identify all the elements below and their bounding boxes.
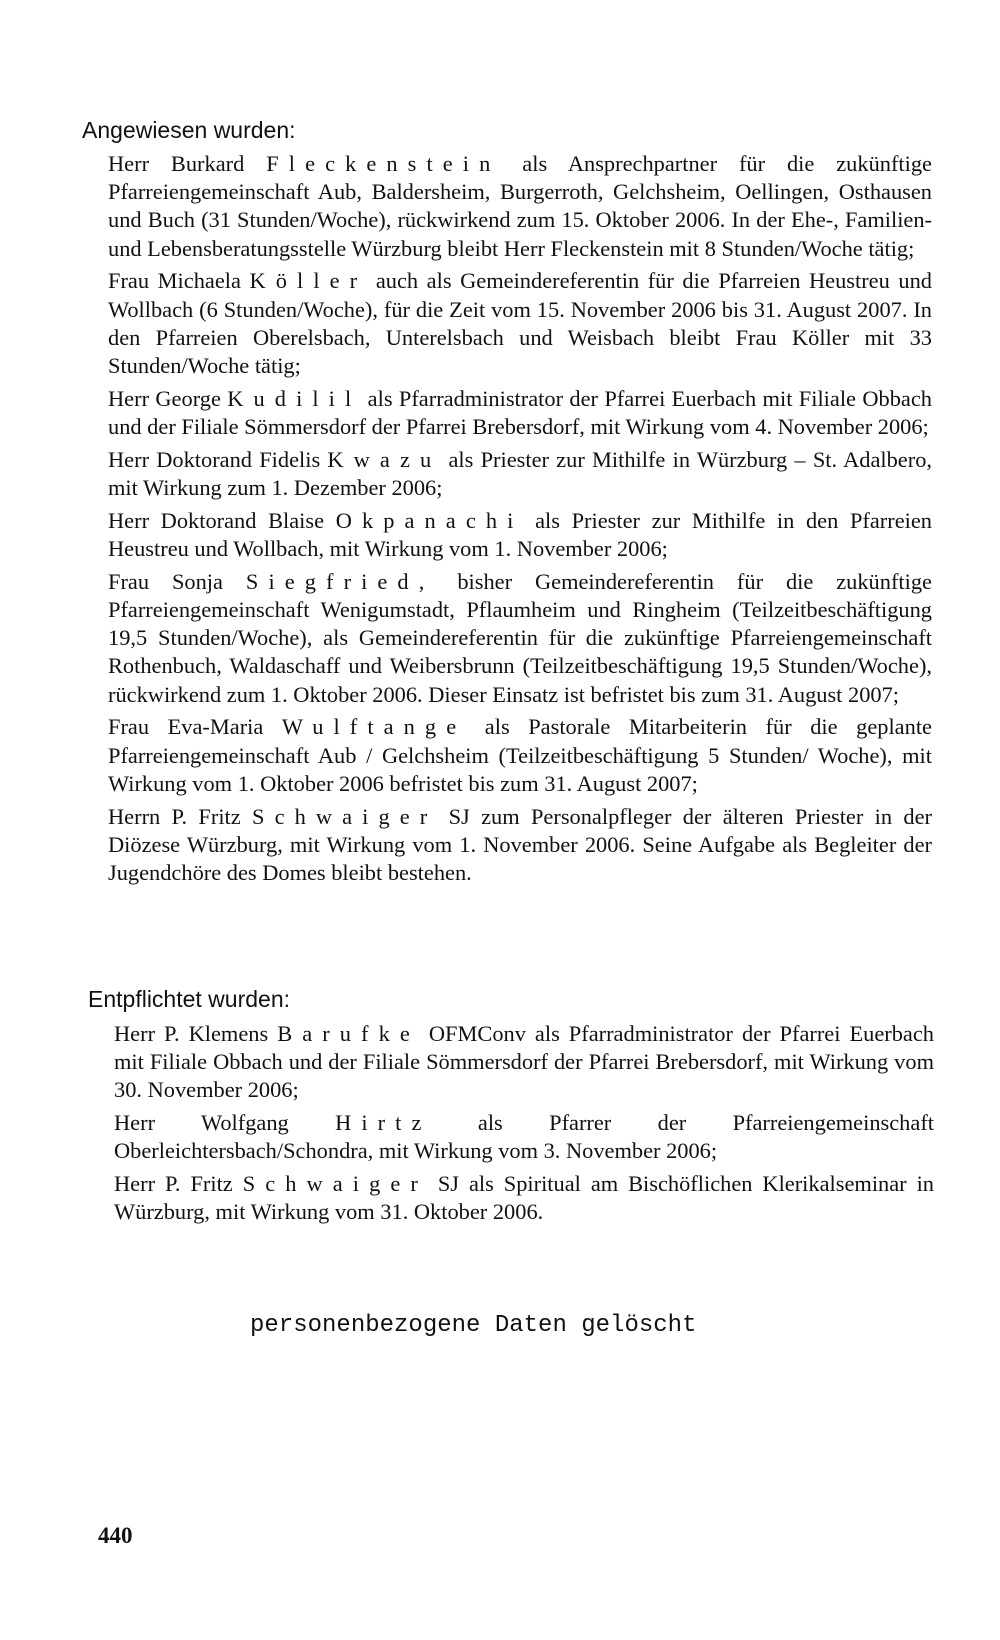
section-heading-angewiesen: Angewiesen wurden: bbox=[82, 117, 296, 143]
entry-prefix: Herr Wolfgang bbox=[114, 1110, 289, 1136]
appointment-entry bbox=[108, 803, 932, 888]
entry-text: als Priester zur Mithilfe in den Pfarreien Heustreu und Wollbach, mit Wirkung vom 1. November 2006; bbox=[108, 507, 932, 562]
entry-person-name: Kudilil bbox=[227, 385, 362, 411]
entry-text: SJ zum Personalpfleger der älteren Priester in der Diözese Würzburg, mit Wirkung vom 1. November 2006. Seine Aufgabe als Begleiter der Jugendchöre des Domes bleibt bestehen. bbox=[108, 803, 932, 886]
entry-prefix: Herrn P. Fritz bbox=[108, 803, 241, 829]
entry-text: auch als Gemeindereferentin für die Pfarreien Heustreu und Wollbach (6 Stunden/Woche), für die Zeit vom 15. November 2006 bis 31. August 2007. In den Pfarreien Oberelsbach, Unterelsbach und Weisbach bleibt Frau Köller mit 33 Stunden/Woche tätig; bbox=[108, 268, 932, 379]
appointment-entry bbox=[108, 568, 932, 709]
entry-person-name: Schwaiger bbox=[242, 1171, 428, 1197]
entry-text: als Pastorale Mitarbeiterin für die geplante Pfarreiengemeinschaft Aub / Gelchsheim (Teilzeitbeschäftigung 5 Stunden/ Woche), mit Wirkung vom 1. Oktober 2006 befristet bis zum 31. August 2007; bbox=[108, 714, 932, 796]
entry-prefix: Herr Doktorand Blaise bbox=[108, 507, 325, 533]
entry-text: bisher Gemeindereferentin für die zukünftige Pfarreiengemeinschaft Wenigumstadt, Pflaumheim und Ringheim (Teilzeitbeschäftigung 19,5 Stunden/Woche), als Gemeindereferentin für die zukünftige Pfarreiengemeinschaft Rothenbuch, Waldaschaff und Weibersbrunn (Teilzeitbeschäftigung 19,5 Stunden/Woche), rückwirkend zum 1. Oktober 2006. Dieser Einsatz ist befristet bis zum 31. August 2007; bbox=[108, 568, 932, 707]
appointment-entry bbox=[108, 385, 932, 441]
entry-person-name: Köller bbox=[249, 268, 368, 294]
appointment-entry bbox=[108, 150, 932, 263]
redaction-note: personenbezogene Daten gelöscht bbox=[250, 1312, 697, 1339]
entry-prefix: Frau Sonja bbox=[108, 568, 223, 594]
appointment-list bbox=[108, 150, 932, 892]
release-entry bbox=[114, 1170, 934, 1226]
appointment-entry bbox=[108, 446, 932, 502]
appointment-entry bbox=[108, 507, 932, 563]
entry-text: SJ als Spiritual am Bischöflichen Klerikalseminar in Würzburg, mit Wirkung vom 31. Oktober 2006. bbox=[114, 1171, 934, 1225]
entry-prefix: Frau Eva-Maria bbox=[108, 714, 264, 740]
entry-person-name: Schwaiger bbox=[252, 803, 438, 829]
section-heading-entpflichtet: Entpflichtet wurden: bbox=[88, 986, 291, 1012]
entry-prefix: Herr Doktorand Fidelis bbox=[108, 446, 321, 472]
entry-person-name: Siegfried, bbox=[245, 568, 435, 594]
entry-prefix: Herr Burkard bbox=[108, 151, 245, 176]
entry-person-name: Barufke bbox=[277, 1021, 420, 1046]
entry-text: OFMConv als Pfarradministrator der Pfarrei Euerbach mit Filiale Obbach und der Filiale Sömmersdorf der Pfarrei Brebersdorf, mit Wirkung vom 30. November 2006; bbox=[114, 1021, 934, 1103]
entry-person-name: Fleckenstein bbox=[266, 151, 501, 176]
appointment-entry bbox=[108, 713, 932, 798]
entry-text: als Pfarradministrator der Pfarrei Euerbach mit Filiale Obbach und der Filiale Sömmersdorf der Pfarrei Brebersdorf, mit Wirkung vom 4. November 2006; bbox=[108, 385, 932, 440]
entry-person-name: Hirtz bbox=[335, 1110, 432, 1136]
entry-text: als Ansprechpartner für die zukünftige Pfarreiengemeinschaft Aub, Baldersheim, Burgerroth, Gelchsheim, Oellingen, Osthausen und Buch (31 Stunden/Woche), rückwirkend zum 15. Oktober 2006. In der Ehe-, Familien- und Lebensberatungsstelle Würzburg bleibt Herr Fleckenstein mit 8 Stunden/Woche tätig; bbox=[108, 151, 932, 261]
entry-person-name: Okpanachi bbox=[335, 507, 524, 533]
entry-person-name: Wulftange bbox=[281, 714, 467, 740]
appointment-entry bbox=[108, 267, 932, 380]
page-number: 440 bbox=[98, 1523, 133, 1548]
release-list bbox=[114, 1020, 934, 1231]
entry-person-name: Kwazu bbox=[327, 446, 442, 472]
entry-text: als Pfarrer der Pfarreiengemeinschaft Oberleichtersbach/Schondra, mit Wirkung vom 3. November 2006; bbox=[114, 1110, 934, 1164]
entry-prefix: Frau Michaela bbox=[108, 268, 241, 294]
entry-prefix: Herr P. Klemens bbox=[114, 1021, 269, 1046]
entry-prefix: Herr P. Fritz bbox=[114, 1171, 233, 1197]
release-entry bbox=[114, 1109, 934, 1165]
entry-prefix: Herr George bbox=[108, 385, 221, 411]
release-entry bbox=[114, 1020, 934, 1105]
entry-text: als Priester zur Mithilfe in Würzburg – St. Adalbero, mit Wirkung zum 1. Dezember 2006; bbox=[108, 446, 932, 501]
